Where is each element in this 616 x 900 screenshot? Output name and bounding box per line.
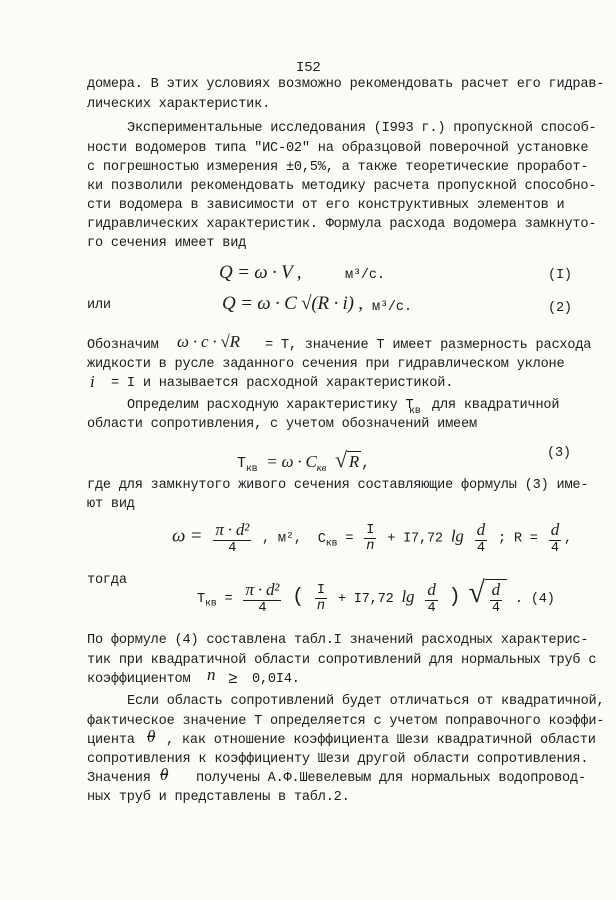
slope-symbol: i bbox=[90, 372, 95, 391]
text-line-3: Экспериментальные исследования (I993 г.) пропускной способ- bbox=[127, 121, 597, 136]
geq-sign: ≥ bbox=[228, 670, 238, 688]
text-line-8: гидравлических характеристик. Формула расхода водомера замкнуто- bbox=[87, 217, 597, 232]
text-line-13: = I и называется расходной характеристикой. bbox=[111, 376, 454, 391]
text-line-11b: = Т, значение Т имеет размерность расхода bbox=[265, 338, 592, 353]
formula-components: ω = π · d² 4 , м², $С_{кв}$ = $\frac{I}{n}$ + I7,72 lg d 4 ; R = d 4 , bbox=[172, 520, 572, 556]
text-line-23: фактическое значение Т определяется с учетом поправочного коэффи- bbox=[87, 714, 605, 729]
text-line-25: сопротивления к коэффициенту Шези другой области сопротивления. bbox=[87, 752, 589, 767]
text-line-24b: , как отношение коэффициента Шези квадратичной области bbox=[166, 733, 596, 748]
formula-2: Q = ω · C √(R · i) , bbox=[222, 293, 363, 314]
text-line-22: Если область сопротивлений будет отличаться от квадратичной, bbox=[127, 694, 605, 709]
text-line-12: жидкости в русле заданного сечения при гидравлическом уклоне bbox=[87, 357, 565, 372]
text-line-14a: Определим расходную характеристику Т bbox=[127, 398, 414, 413]
formula-2-unit: м³/с. bbox=[372, 300, 412, 315]
formula-3-number: (3) bbox=[547, 446, 571, 461]
text-line-19: По формуле (4) составлена табл.I значений расходных характерис- bbox=[87, 633, 589, 648]
text-line-17: ют вид bbox=[87, 497, 135, 512]
subscript-kv-1: кв bbox=[409, 406, 421, 417]
text-line-20: тик при квадратичной области сопротивлений для нормальных труб с bbox=[87, 653, 597, 668]
text-line-27: ных труб и представлены в табл.2. bbox=[87, 790, 350, 805]
text-line-1: домера. В этих условиях возможно рекомендовать расчет его гидрав- bbox=[87, 77, 605, 92]
text-line-2: лических характеристик. bbox=[87, 97, 271, 112]
text-line-24a: циента bbox=[87, 733, 135, 748]
text-line-14b: для квадратичной bbox=[432, 398, 560, 413]
text-line-26b: получены А.Ф.Шевелевым для нормальных водопровод- bbox=[196, 771, 586, 786]
n-symbol: n bbox=[207, 665, 216, 684]
then-label: тогда bbox=[87, 573, 127, 588]
theta-symbol-2: θ bbox=[160, 765, 169, 784]
or-label: или bbox=[87, 298, 111, 313]
formula-2-number: (2) bbox=[548, 301, 572, 316]
formula-definition: ω · c · √R bbox=[177, 332, 240, 351]
formula-4: $Т_{кв}$ = π · d² 4 ( $\frac{I}{n}$ + I7,72 lg d 4 ) √ d 4 . (4) bbox=[197, 576, 555, 617]
text-line-5: с погрешностью измерения ±0,5%, а также теоретические проработ- bbox=[87, 160, 589, 175]
text-line-11a: Обозначим bbox=[87, 338, 159, 353]
formula-3: $Т_{кв} = \omega \cdot C_{кв}$ √ R , bbox=[237, 447, 370, 475]
text-line-21b: 0,0I4. bbox=[252, 672, 300, 687]
theta-symbol-1: θ bbox=[147, 727, 156, 746]
text-line-16: где для замкнутого живого сечения составляющие формулы (3) име- bbox=[87, 478, 589, 493]
text-line-9: го сечения имеет вид bbox=[87, 236, 247, 251]
text-line-21a: коэффициентом bbox=[87, 672, 191, 687]
text-line-7: сти водомера в зависимости от его конструктивных элементов и bbox=[87, 198, 565, 213]
text-line-26a: Значения bbox=[87, 771, 151, 786]
formula-1-unit: м³/с. bbox=[345, 268, 385, 283]
formula-1-number: (I) bbox=[548, 268, 572, 283]
text-line-15: области сопротивления, с учетом обозначений имеем bbox=[87, 417, 477, 432]
text-line-4: ности водомеров типа "ИС-02" на образцовой поверочной установке bbox=[87, 141, 589, 156]
text-line-6: ки позволили рекомендовать методику расчета пропускной способно- bbox=[87, 179, 597, 194]
formula-1: Q = ω · V , bbox=[219, 262, 302, 283]
page-number: I52 bbox=[296, 60, 321, 76]
